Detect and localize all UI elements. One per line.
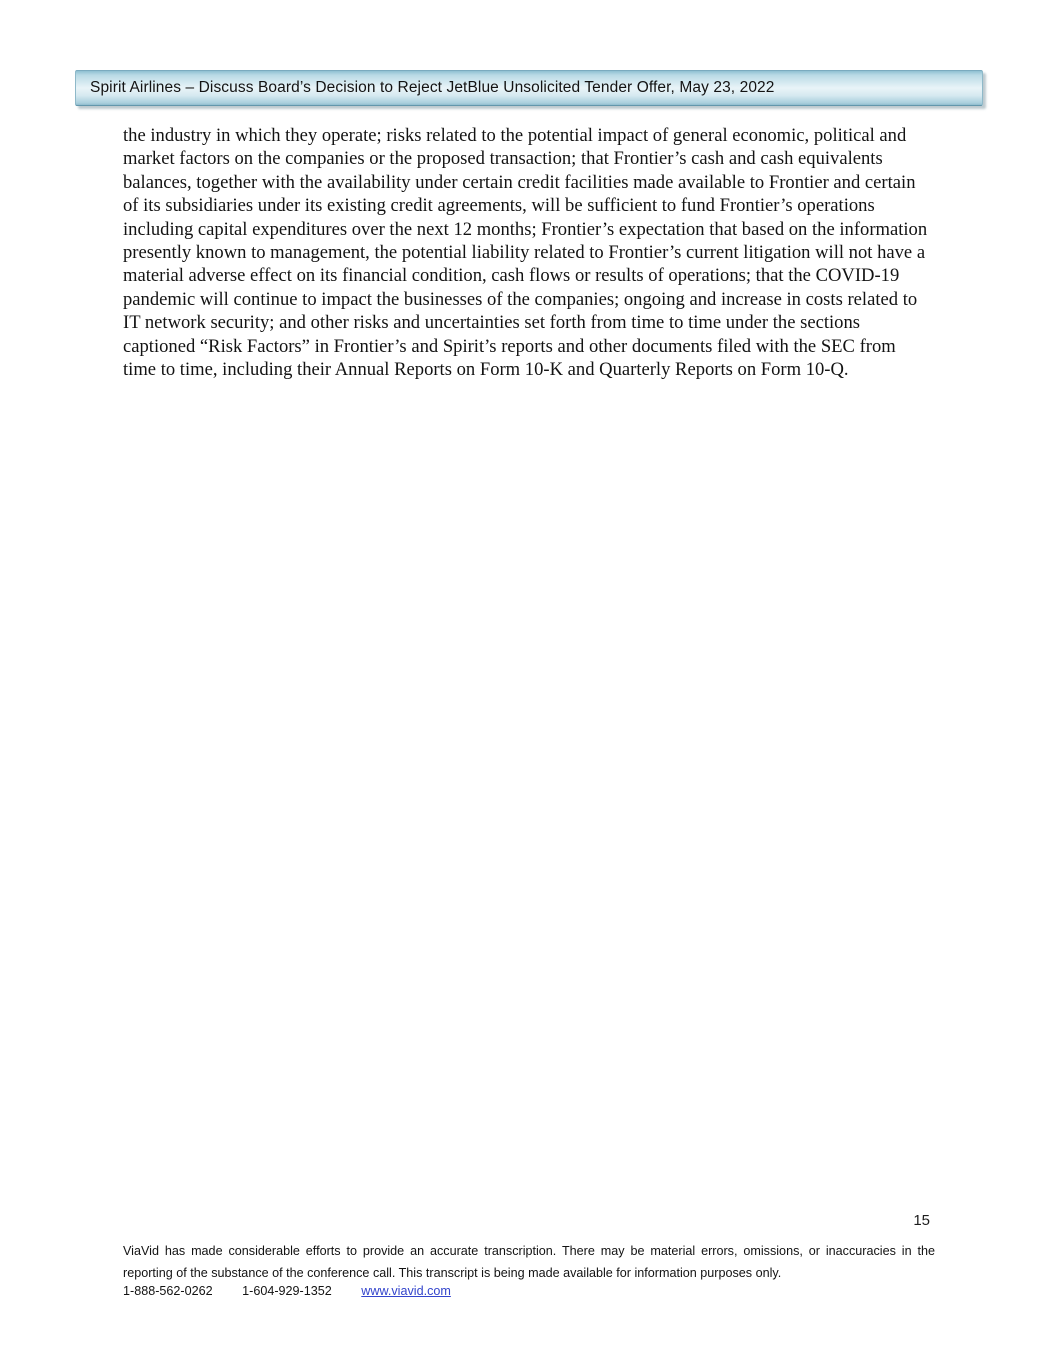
header-title: Spirit Airlines – Discuss Board’s Decision to Reject JetBlue Unsolicited Tender Offer, May 23, 2022 <box>90 79 775 96</box>
body-paragraph: the industry in which they operate; risks related to the potential impact of general economic, political and market factors on the companies or the proposed transaction; that Frontier’s cash and cash equivalents balances, together with the availability under certain credit facilities made available to Frontier and certain of its subsidiaries under its existing credit agreements, will be sufficient to fund Frontier’s operations including capital expenditures over the next 12 months; Frontier’s expectation that based on the information presently known to management, the potential liability related to Frontier’s current litigation will not have a material adverse effect on its financial condition, cash flows or results of operations; that the COVID-19 pandemic will continue to impact the businesses of the companies; ongoing and increase in costs related to IT network security; and other risks and uncertainties set forth from time to time under the sections captioned “Risk Factors” in Frontier’s and Spirit’s reports and other documents filed with the SEC from time to time, including their Annual Reports on Form 10-K and Quarterly Reports on Form 10-Q. <box>123 125 928 381</box>
footer-disclaimer: ViaVid has made considerable efforts to provide an accurate transcription. There may be material errors, omissions, or inaccuracies in the reporting of the substance of the conference call. This transcript is being made available for information purposes only. <box>123 1244 935 1280</box>
footer-website-link[interactable]: www.viavid.com <box>361 1284 451 1298</box>
page-header-banner <box>75 70 983 106</box>
footer-contacts <box>123 1284 451 1298</box>
footer-phone-local: 1-604-929-1352 <box>242 1284 332 1298</box>
footer-phone-tollfree: 1-888-562-0262 <box>123 1284 213 1298</box>
page-number: 15 <box>913 1212 930 1229</box>
